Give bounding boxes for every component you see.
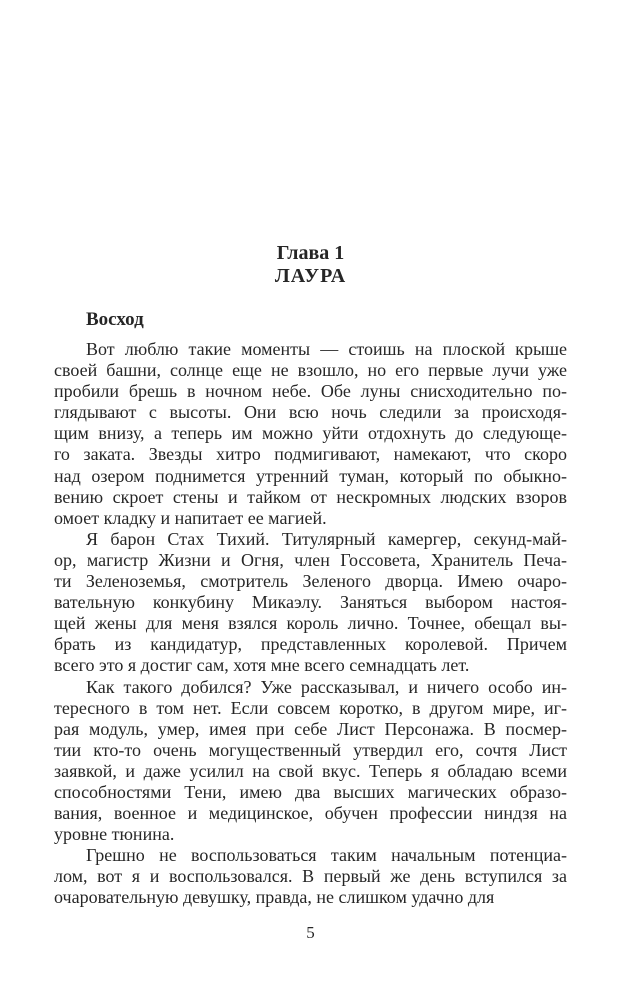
- chapter-title: ЛАУРА: [274, 265, 347, 287]
- text-line: глядывают с высоты. Они всю ночь следили за происходя-: [54, 402, 567, 423]
- text-line: щей жены для меня взялся король лично. Точнее, обещал вы-: [54, 613, 567, 634]
- text-line: тии кто-то очень могущественный утвердил его, сочтя Лист: [54, 739, 567, 760]
- text-line: пробили брешь в ночном небе. Обе луны снисходительно по-: [54, 381, 567, 402]
- text-line: ор, магистр Жизни и Огня, член Госсовета, Хранитель Печа-: [54, 549, 567, 570]
- page-number: 5: [306, 922, 315, 942]
- text-line: заявкой, и даже усилил на свой вкус. Теперь я обладаю всеми: [54, 760, 567, 781]
- text-line: всего это я достиг сам, хотя мне всего семнадцать лет.: [54, 655, 470, 676]
- text-line: Грешно не воспользоваться таким начальным потенциа-: [86, 845, 567, 866]
- paragraph: [54, 529, 567, 677]
- text-line: над озером поднимется утренний туман, который по обыкно-: [54, 465, 567, 486]
- paragraph: [54, 845, 567, 908]
- text-line: Как такого добился? Уже рассказывал, и ничего особо ин-: [86, 676, 567, 697]
- paragraph: [54, 677, 567, 846]
- section-heading: Восход: [86, 309, 144, 330]
- chapter-heading: Глава 1: [276, 242, 345, 264]
- chapter-head: [54, 242, 567, 288]
- text-line: тересного в том нет. Если совсем коротко, в другом мире, иг-: [54, 697, 567, 718]
- text-line: Я барон Стах Тихий. Титулярный камергер, секунд-май-: [86, 528, 567, 549]
- text-line: способностями Тени, имею два высших магических образо-: [54, 781, 567, 802]
- text-line: щим внизу, а теперь им можно уйти отдохнуть до следующе-: [54, 423, 567, 444]
- text-line: омоет кладку и напитает ее магией.: [54, 507, 327, 528]
- text-line: ти Зеленоземья, смотритель Зеленого дворца. Имею очаро-: [54, 571, 567, 592]
- text-line: своей башни, солнце еще не взошло, но его первые лучи уже: [54, 360, 567, 381]
- paragraph: [54, 339, 567, 529]
- text-line: Вот люблю такие моменты — стоишь на плоской крыше: [86, 339, 567, 359]
- text-line: го заката. Звезды хитро подмигивают, намекают, что скоро: [54, 444, 567, 465]
- text-line: вания, военное и медицинское, обучен профессии ниндзя на: [54, 803, 567, 824]
- text-line: вательную конкубину Микаэлу. Заняться выбором настоя-: [54, 592, 567, 613]
- text-line: вению скроет стены и тайком от нескромных людских взоров: [54, 486, 567, 507]
- text-line: очаровательную девушку, правда, не слишком удачно для: [54, 887, 495, 908]
- body-text: [54, 339, 567, 909]
- text-line: лом, вот я и воспользовался. В первый же день вступился за: [54, 866, 567, 887]
- text-line: брать из кандидатур, представленных королевой. Причем: [54, 634, 567, 655]
- text-line: уровне тюнина.: [54, 824, 175, 845]
- text-line: рая модуль, умер, имея при себе Лист Персонажа. В посмер-: [54, 718, 567, 739]
